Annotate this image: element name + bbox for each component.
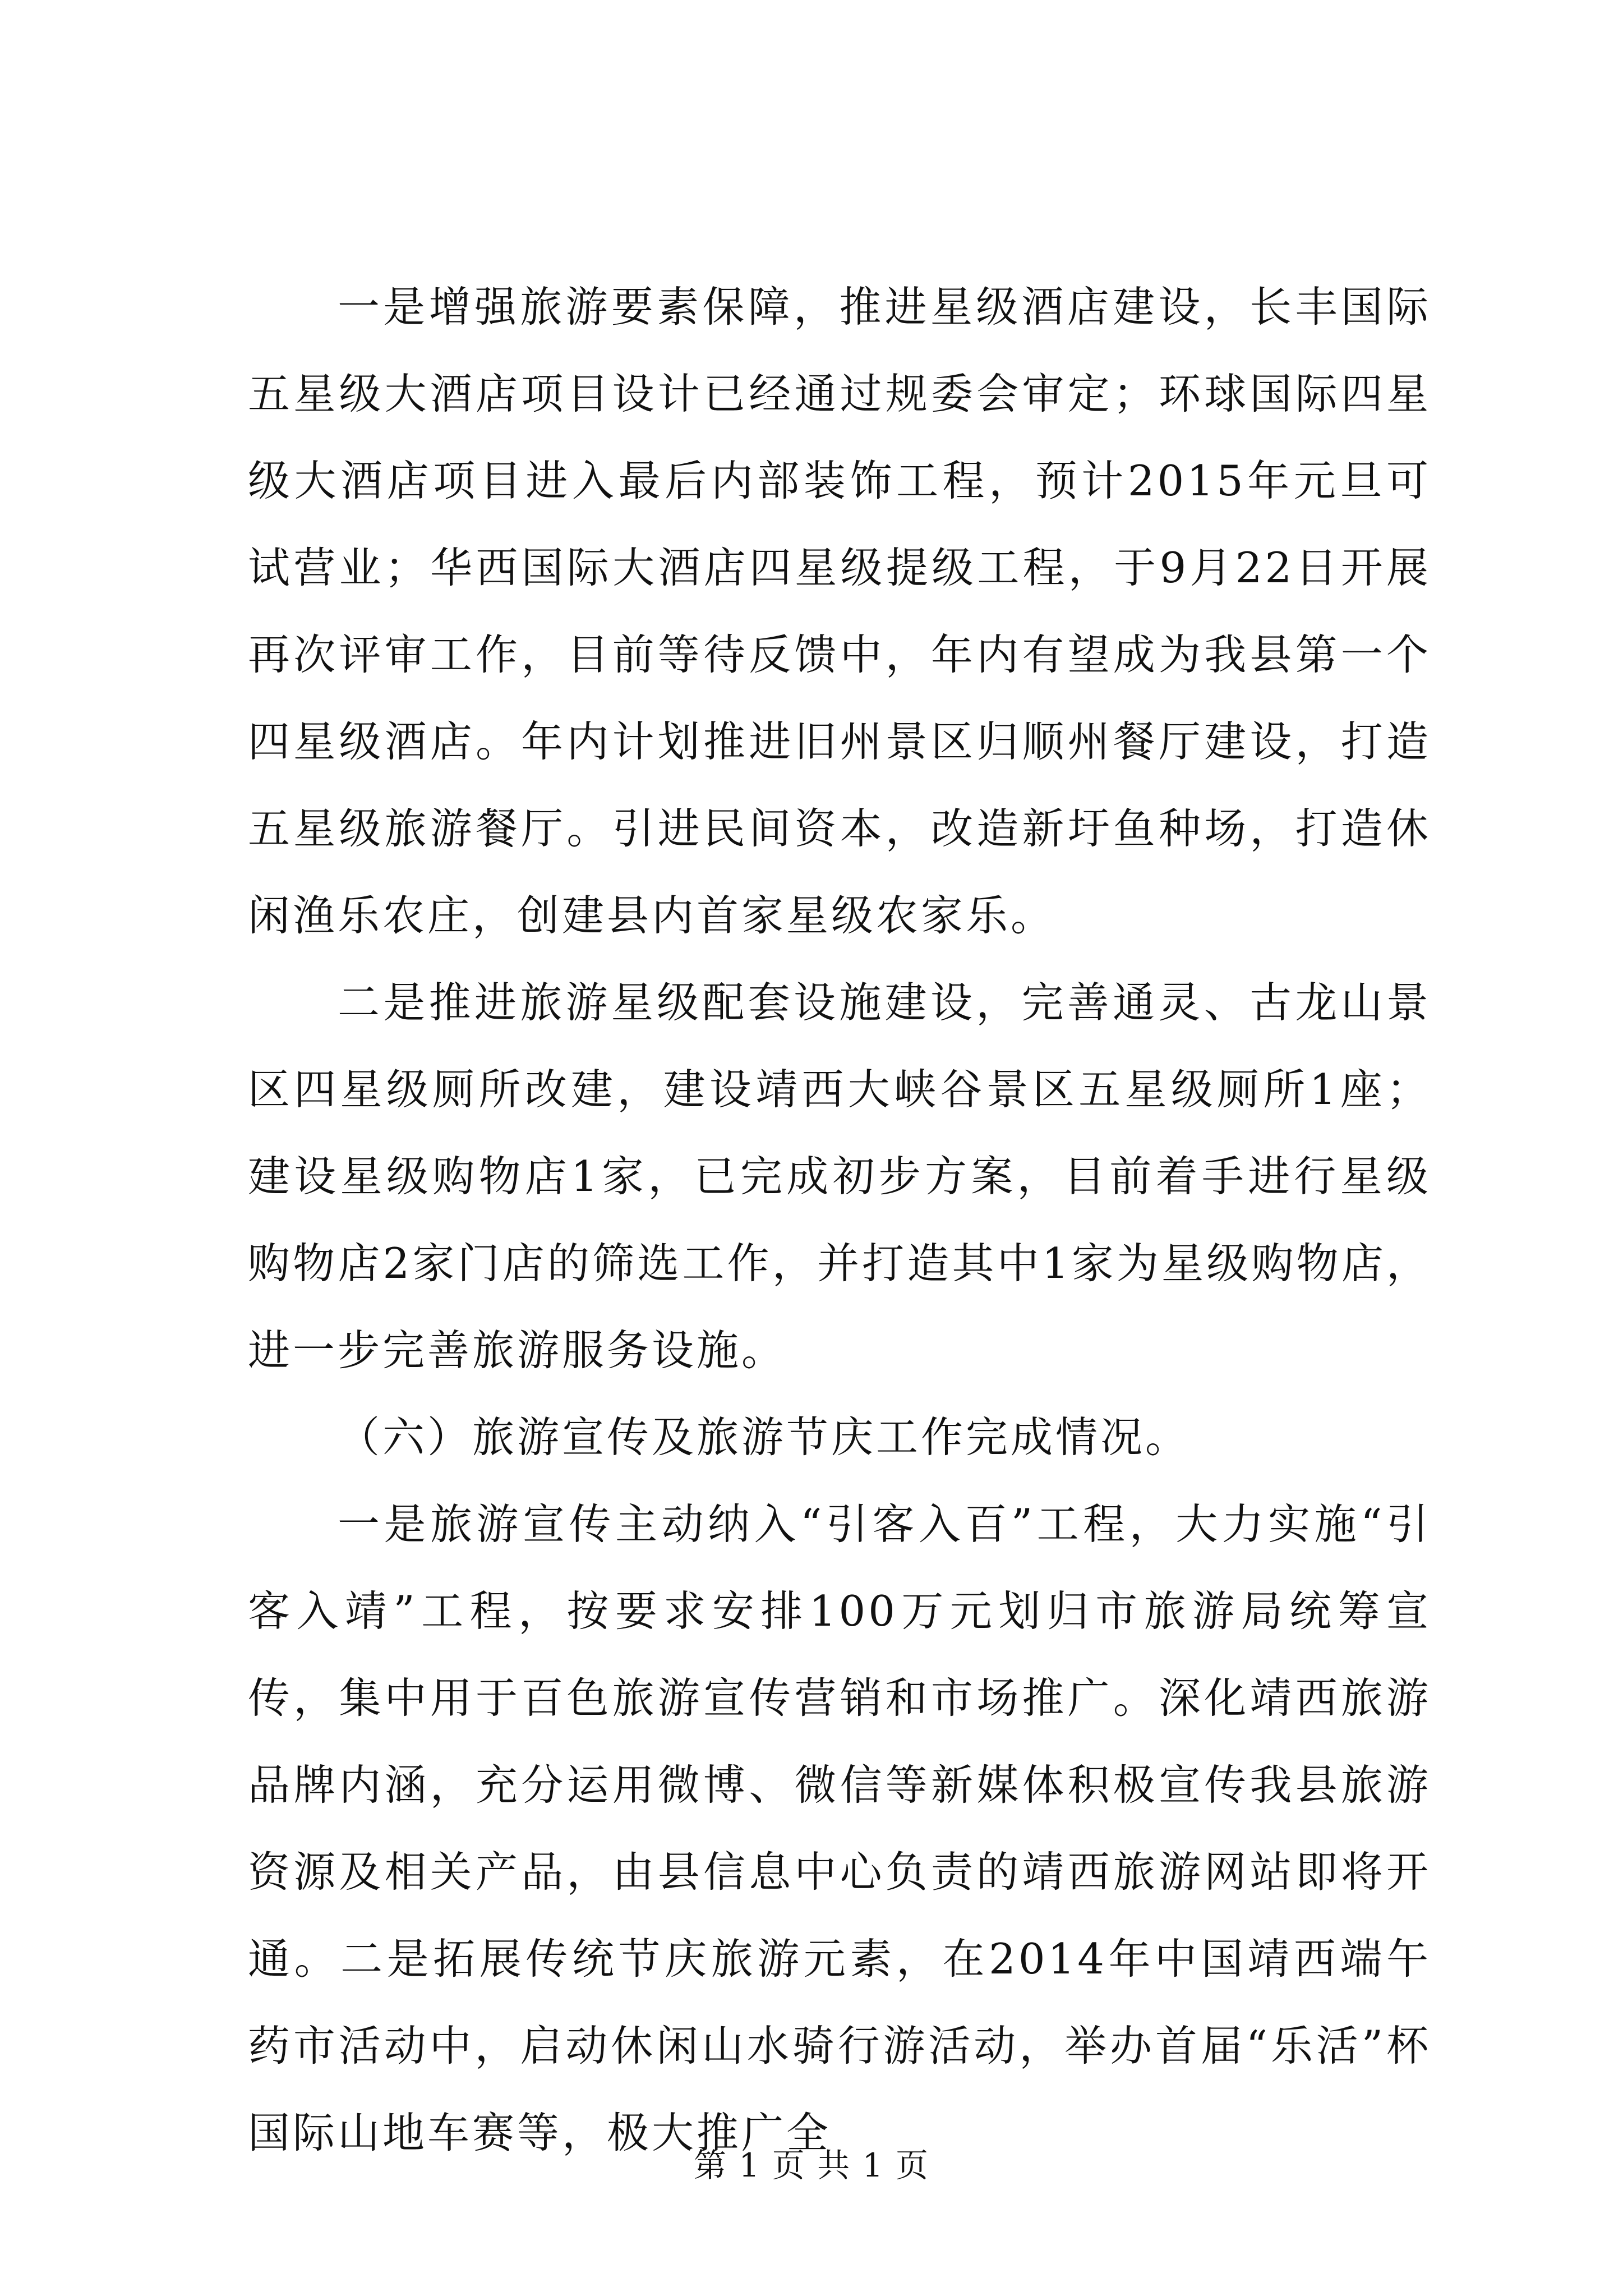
section-heading-promotion: （六）旅游宣传及旅游节庆工作完成情况。 xyxy=(338,1412,1191,1462)
page-number-footer: 第 1 页 共 1 页 xyxy=(694,2146,929,2184)
paragraph-star-hotels: 一是增强旅游要素保障，推进星级酒店建设，长丰国际五星级大酒店项目设计已经通过规委会审定；环球国际四星级大酒店项目进入最后内部装饰工程，预计2015年元旦可试营业；华西国际大酒店四星级提级工程，于9月22日开展再次评审工作，目前等待反馈中，年内有望成为我县第一个四星级酒店。年内计划推进旧州景区归顺州餐厅建设，打造五星级旅游餐厅。引进民间资本，改造新圩鱼种场，打造休闲渔乐农庄，创建县内首家星级农家乐。 xyxy=(248,282,1431,940)
paragraph-promotion: 一是旅游宣传主动纳入“引客入百”工程，大力实施“引客入靖”工程，按要求安排100万元划归市旅游局统筹宣传，集中用于百色旅游宣传营销和市场推广。深化靖西旅游品牌内涵，充分运用微博、微信等新媒体积极宣传我县旅游资源及相关产品，由县信息中心负责的靖西旅游网站即将开通。二是拓展传统节庆旅游元素，在2014年中国靖西端午药市活动中，启动休闲山水骑行游活动，举办首届“乐活”杯国际山地车赛等，极大推广全 xyxy=(248,1499,1431,2157)
document-body xyxy=(248,264,1431,2177)
paragraph-star-facilities: 二是推进旅游星级配套设施建设，完善通灵、古龙山景区四星级厕所改建，建设靖西大峡谷景区五星级厕所1座；建设星级购物店1家，已完成初步方案，目前着手进行星级购物店2家门店的筛选工作，并打造其中1家为星级购物店，进一步完善旅游服务设施。 xyxy=(248,978,1431,1375)
